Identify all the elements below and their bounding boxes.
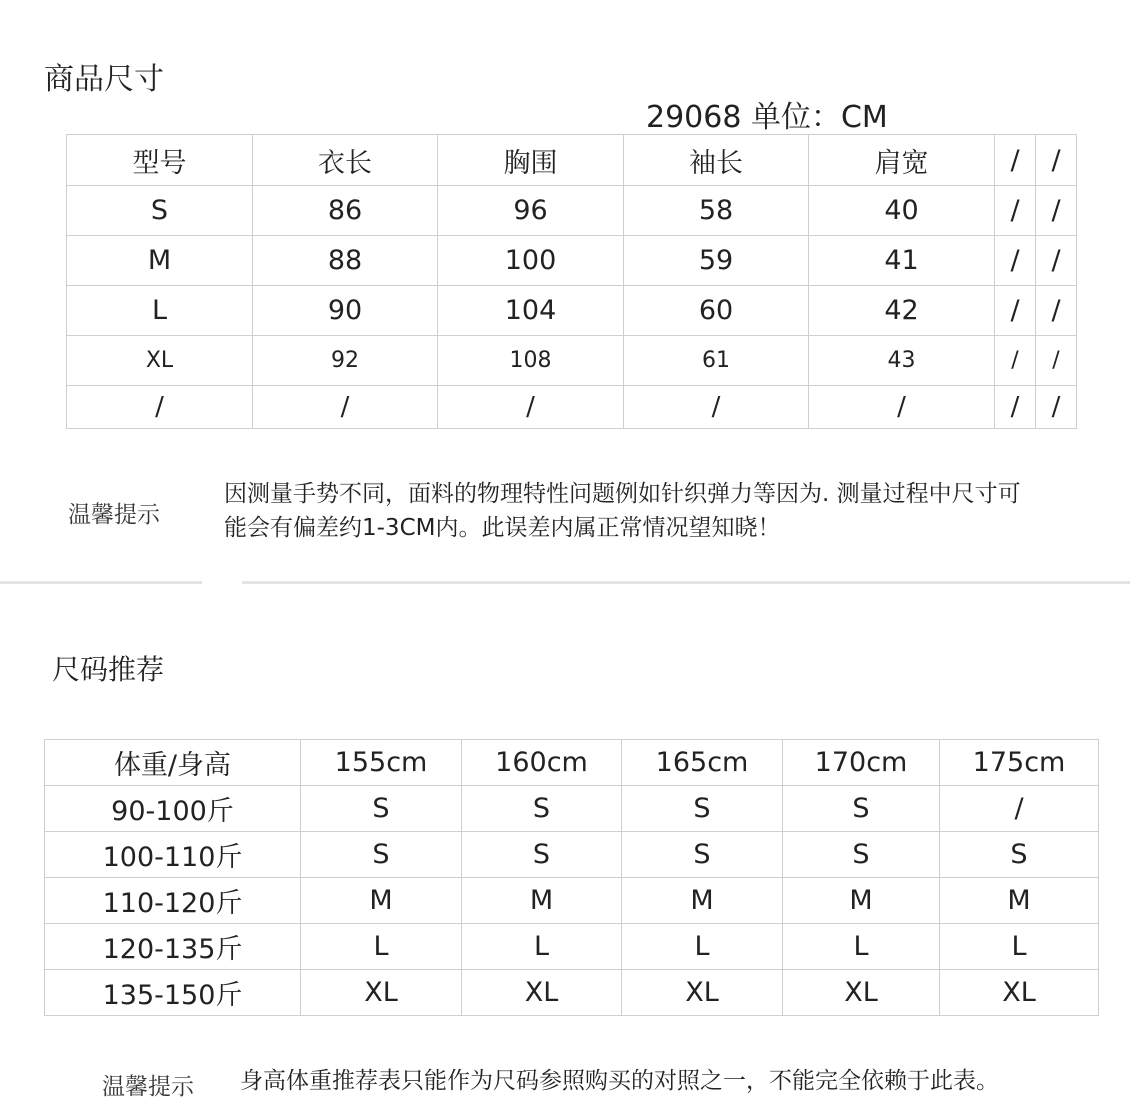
recommend-table-cell: M bbox=[462, 878, 622, 924]
recommend-table-cell: L bbox=[301, 924, 462, 970]
size-table bbox=[66, 134, 1077, 429]
size-table-cell: / bbox=[1036, 186, 1077, 236]
size-table-cell: / bbox=[624, 386, 809, 429]
size-table-cell: / bbox=[809, 386, 995, 429]
size-table-cell: 108 bbox=[438, 336, 624, 386]
size-table-cell: 42 bbox=[809, 286, 995, 336]
section-divider-left bbox=[0, 581, 202, 584]
size-table-header-cell: 胸围 bbox=[438, 135, 624, 186]
size-table-cell: / bbox=[1036, 286, 1077, 336]
size-table-row bbox=[67, 286, 1077, 336]
recommend-table-header-cell: 170cm bbox=[783, 740, 940, 786]
size-table-cell: 90 bbox=[253, 286, 438, 336]
size-table-cell: 104 bbox=[438, 286, 624, 336]
recommend-table-cell: XL bbox=[301, 970, 462, 1016]
size-table-cell: / bbox=[995, 336, 1036, 386]
recommend-table bbox=[44, 739, 1099, 1016]
size-table-cell: / bbox=[67, 386, 253, 429]
recommend-table-cell: / bbox=[940, 786, 1099, 832]
recommend-table-cell: L bbox=[940, 924, 1099, 970]
recommend-table-row bbox=[45, 832, 1099, 878]
recommend-table-row bbox=[45, 786, 1099, 832]
tip-label: 温馨提示 bbox=[68, 502, 160, 528]
size-table-row bbox=[67, 236, 1077, 286]
recommend-table-cell: L bbox=[462, 924, 622, 970]
size-table-header-row bbox=[67, 135, 1077, 186]
size-table-cell: / bbox=[995, 186, 1036, 236]
size-table-cell: 60 bbox=[624, 286, 809, 336]
size-table-cell: 86 bbox=[253, 186, 438, 236]
recommend-table-cell: XL bbox=[783, 970, 940, 1016]
size-table-cell: 92 bbox=[253, 336, 438, 386]
recommend-table-cell: S bbox=[783, 786, 940, 832]
size-table-header-cell: / bbox=[1036, 135, 1077, 186]
recommend-table-header-row bbox=[45, 740, 1099, 786]
recommend-table-cell: S bbox=[301, 786, 462, 832]
recommend-table-cell: S bbox=[622, 832, 783, 878]
recommend-table-row bbox=[45, 970, 1099, 1016]
tip-text-line-1: 因测量手势不同，面料的物理特性问题例如针织弹力等因为. 测量过程中尺寸可 bbox=[224, 481, 1021, 507]
size-table-cell: / bbox=[253, 386, 438, 429]
size-table-cell: 58 bbox=[624, 186, 809, 236]
recommend-table-header-cell: 160cm bbox=[462, 740, 622, 786]
recommend-table-cell: S bbox=[462, 832, 622, 878]
recommend-table-header-cell: 175cm bbox=[940, 740, 1099, 786]
recommend-tip-label: 温馨提示 bbox=[102, 1074, 194, 1100]
size-table-cell: L bbox=[67, 286, 253, 336]
recommend-table-cell: L bbox=[622, 924, 783, 970]
size-table-cell: / bbox=[1036, 336, 1077, 386]
size-table-header-cell: 肩宽 bbox=[809, 135, 995, 186]
size-table-cell: 88 bbox=[253, 236, 438, 286]
tip-text bbox=[224, 477, 1104, 545]
recommend-table-cell: S bbox=[622, 786, 783, 832]
recommend-table-cell: S bbox=[301, 832, 462, 878]
size-table-header-cell: 衣长 bbox=[253, 135, 438, 186]
recommend-table-cell: 135-150斤 bbox=[45, 970, 301, 1016]
size-table-cell: / bbox=[1036, 236, 1077, 286]
recommend-table-row bbox=[45, 878, 1099, 924]
size-table-cell: / bbox=[438, 386, 624, 429]
size-table-cell: / bbox=[995, 386, 1036, 429]
recommend-table-cell: 110-120斤 bbox=[45, 878, 301, 924]
section-divider-right bbox=[242, 581, 1130, 584]
recommend-table-header-cell: 体重/身高 bbox=[45, 740, 301, 786]
recommend-table-cell: XL bbox=[940, 970, 1099, 1016]
size-table-cell: XL bbox=[67, 336, 253, 386]
size-table-cell: M bbox=[67, 236, 253, 286]
size-table-cell: / bbox=[1036, 386, 1077, 429]
recommend-table-cell: S bbox=[462, 786, 622, 832]
recommend-table-row bbox=[45, 924, 1099, 970]
size-table-cell: 100 bbox=[438, 236, 624, 286]
recommend-table-cell: M bbox=[622, 878, 783, 924]
size-table-header-cell: 型号 bbox=[67, 135, 253, 186]
size-table-cell: 41 bbox=[809, 236, 995, 286]
recommend-table-header-cell: 155cm bbox=[301, 740, 462, 786]
recommend-table-cell: 100-110斤 bbox=[45, 832, 301, 878]
size-table-header-cell: / bbox=[995, 135, 1036, 186]
size-table-header-cell: 袖长 bbox=[624, 135, 809, 186]
recommend-table-cell: XL bbox=[462, 970, 622, 1016]
size-table-row bbox=[67, 386, 1077, 429]
recommend-table-cell: 120-135斤 bbox=[45, 924, 301, 970]
recommend-table-cell: M bbox=[301, 878, 462, 924]
size-table-cell: 96 bbox=[438, 186, 624, 236]
recommend-table-cell: XL bbox=[622, 970, 783, 1016]
recommend-table-cell: M bbox=[940, 878, 1099, 924]
size-table-cell: / bbox=[995, 286, 1036, 336]
size-table-cell: S bbox=[67, 186, 253, 236]
recommend-table-cell: M bbox=[783, 878, 940, 924]
tip-text-line-2: 能会有偏差约1-3CM内。此误差内属正常情况望知晓！ bbox=[224, 515, 781, 541]
recommend-table-cell: S bbox=[940, 832, 1099, 878]
recommend-table-header-cell: 165cm bbox=[622, 740, 783, 786]
size-section-title: 商品尺寸 bbox=[44, 62, 164, 97]
size-table-cell: 43 bbox=[809, 336, 995, 386]
size-table-row bbox=[67, 336, 1077, 386]
recommend-tip-text: 身高体重推荐表只能作为尺码参照购买的对照之一，不能完全依赖于此表。 bbox=[240, 1068, 999, 1094]
recommend-table-cell: L bbox=[783, 924, 940, 970]
recommend-table-cell: 90-100斤 bbox=[45, 786, 301, 832]
size-table-cell: 59 bbox=[624, 236, 809, 286]
size-table-cell: 40 bbox=[809, 186, 995, 236]
size-table-row bbox=[67, 186, 1077, 236]
recommend-table-cell: S bbox=[783, 832, 940, 878]
unit-label: 29068 单位：CM bbox=[646, 100, 888, 135]
size-table-cell: / bbox=[995, 236, 1036, 286]
recommend-section-title: 尺码推荐 bbox=[52, 653, 165, 686]
size-table-cell: 61 bbox=[624, 336, 809, 386]
